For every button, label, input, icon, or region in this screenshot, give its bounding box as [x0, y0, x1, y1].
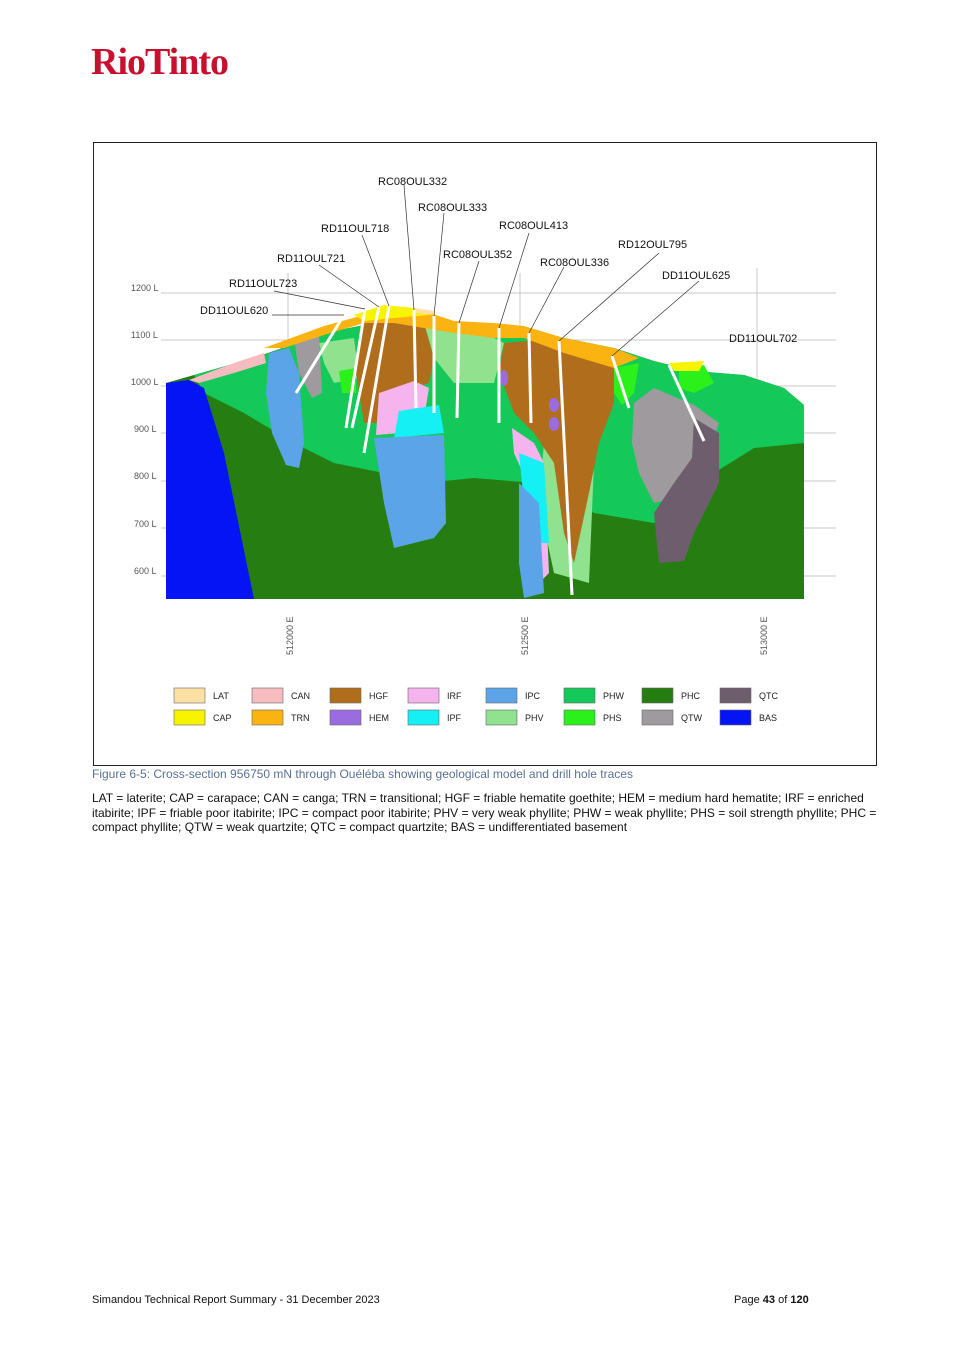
legend-label-lat: LAT: [213, 691, 229, 701]
legend-swatch-irf: [408, 688, 439, 703]
legend-label-phw: PHW: [603, 691, 624, 701]
footer-page-number: [734, 1294, 809, 1306]
legend-label-hgf: HGF: [369, 691, 388, 701]
page-of: of: [778, 1294, 788, 1306]
level-label-800: 800 L: [134, 471, 157, 481]
legend-swatch-phw: [564, 688, 595, 703]
legend-label-phv: PHV: [525, 713, 544, 723]
page-current: 43: [762, 1294, 776, 1306]
easting-label-513000: 513000 E: [759, 616, 769, 655]
easting-label-512500: 512500 E: [520, 616, 530, 655]
legend-swatch-cap: [174, 710, 205, 725]
legend-label-ipc: IPC: [525, 691, 541, 701]
drill-hole-label: DD11OUL702: [729, 333, 798, 345]
unit-hem-b: [549, 417, 559, 431]
page-total: 120: [790, 1294, 809, 1306]
drill-hole-label: RD12OUL795: [618, 239, 688, 251]
drill-hole-label: RD11OUL721: [277, 253, 346, 265]
drill-hole-label: RC08OUL352: [443, 249, 513, 261]
level-label-1100: 1100 L: [131, 330, 158, 340]
drill-hole-label: RC08OUL413: [499, 220, 569, 232]
legend-label-hem: HEM: [369, 713, 389, 723]
legend-swatch-qtc: [720, 688, 751, 703]
legend-label-trn: TRN: [291, 713, 310, 723]
level-label-1000: 1000 L: [131, 377, 159, 387]
legend-swatch-can: [252, 688, 283, 703]
legend-swatch-phv: [486, 710, 517, 725]
legend-label-phs: PHS: [603, 713, 622, 723]
drill-hole-label: RD11OUL718: [321, 223, 390, 235]
legend-swatch-ipf: [408, 710, 439, 725]
rio-tinto-logo: RioTinto: [91, 41, 229, 83]
geological-cross-section: [94, 143, 876, 765]
drill-hole-label: DD11OUL625: [662, 270, 731, 282]
legend-swatch-qtw: [642, 710, 673, 725]
legend-swatch-lat: [174, 688, 205, 703]
page-prefix: Page: [734, 1294, 760, 1306]
cross-section-figure: [93, 142, 877, 766]
drill-hole-label: RC08OUL336: [540, 257, 610, 269]
legend-swatch-phs: [564, 710, 595, 725]
unit-hem-a: [549, 398, 559, 412]
abbreviation-key: LAT = laterite; CAP = carapace; CAN = canga; TRN = transitional; HGF = friable hematite goethite; HEM = medium hard hematite; IRF = enriched itabirite; IPF = friable poor itabirite; IPC = compact poor itabirite; PHV = very weak phyllite; PHW = weak phyllite; PHS = soil strength phyllite; PHC = compact phyllite; QTW = weak quartzite; QTC = compact quartzite; BAS = undifferentiated basement: [92, 791, 877, 834]
footer-report-title: Simandou Technical Report Summary - 31 December 2023: [92, 1294, 380, 1306]
legend-label-qtc: QTC: [759, 691, 778, 701]
legend-label-irf: IRF: [447, 691, 462, 701]
geology-legend: [174, 688, 778, 725]
legend-swatch-trn: [252, 710, 283, 725]
easting-label-512000: 512000 E: [285, 616, 295, 655]
legend-label-can: CAN: [291, 691, 311, 701]
legend-label-phc: PHC: [681, 691, 701, 701]
unit-cap-b: [669, 361, 704, 371]
level-label-700: 700 L: [134, 519, 157, 529]
unit-hem-c: [500, 370, 508, 386]
legend-label-bas: BAS: [759, 713, 778, 723]
level-label-1200: 1200 L: [131, 283, 159, 293]
figure-caption: Figure 6-5: Cross-section 956750 mN through Ouéléba showing geological model and drill hole traces: [92, 767, 633, 781]
legend-swatch-ipc: [486, 688, 517, 703]
drill-hole-label: DD11OUL620: [200, 305, 269, 317]
drill-hole-label: RC08OUL333: [418, 202, 488, 214]
legend-swatch-hgf: [330, 688, 361, 703]
drill-hole-label: RD11OUL723: [229, 278, 298, 290]
level-label-600: 600 L: [134, 566, 157, 576]
legend-label-cap: CAP: [213, 713, 232, 723]
legend-label-qtw: QTW: [681, 713, 702, 723]
legend-swatch-hem: [330, 710, 361, 725]
drill-hole-label: RC08OUL332: [378, 176, 448, 188]
legend-swatch-phc: [642, 688, 673, 703]
level-label-900: 900 L: [134, 424, 157, 434]
legend-swatch-bas: [720, 710, 751, 725]
legend-label-ipf: IPF: [447, 713, 462, 723]
